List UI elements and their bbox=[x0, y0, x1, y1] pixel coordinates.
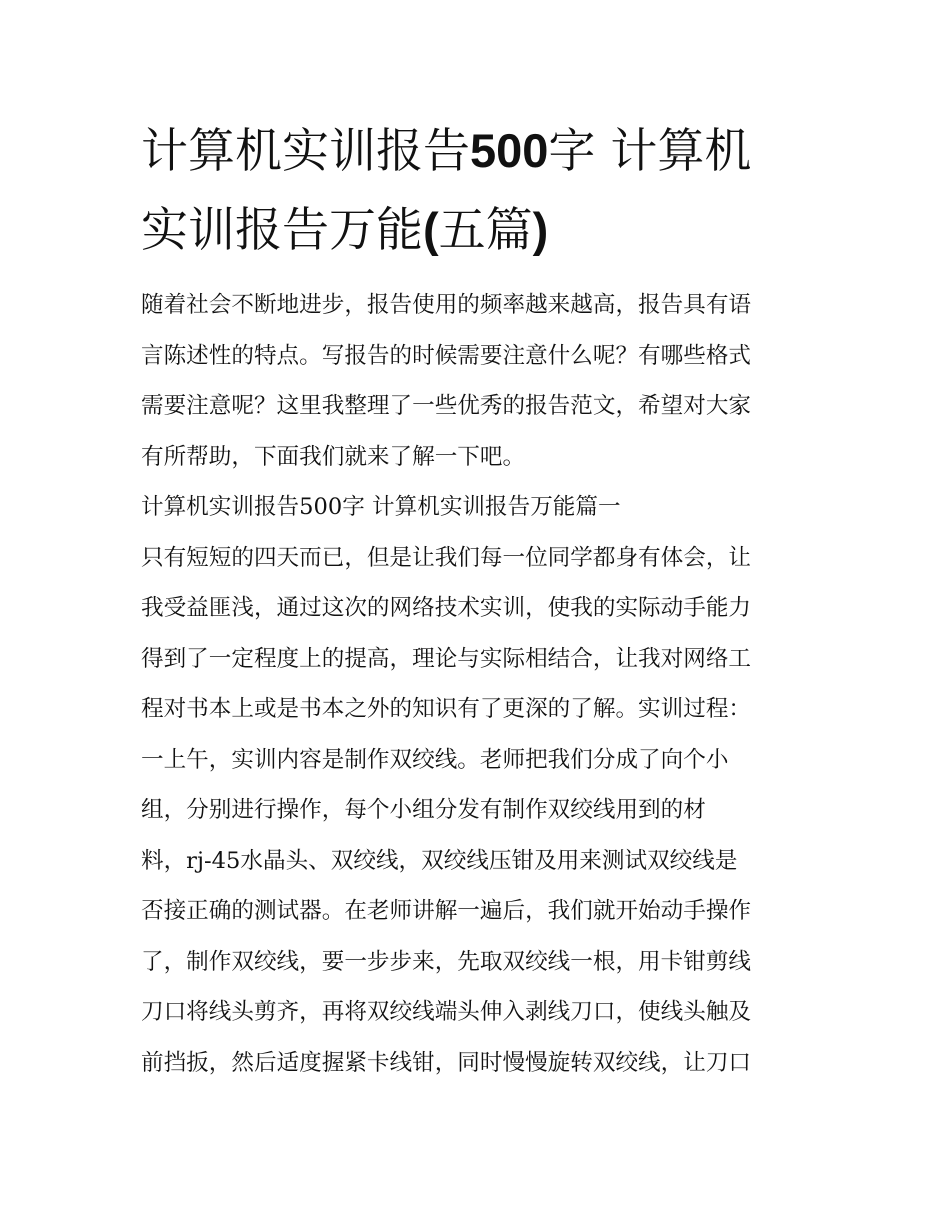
text-line: 一上午，实训内容是制作双绞线。老师把我们分成了向个小 bbox=[141, 746, 729, 773]
text-line: 随着社会不断地进步，报告使用的频率越来越高，报告具有语 bbox=[141, 292, 752, 318]
intro-paragraph bbox=[141, 280, 811, 482]
text-line: 我受益匪浅，通过这次的网络技术实训，使我的实际动手能力 bbox=[141, 595, 752, 621]
text-line: 有所帮助，下面我们就来了解一下吧。 bbox=[141, 443, 526, 470]
section-heading-text: 计算机实训报告500字 计算机实训报告万能篇一 bbox=[141, 494, 621, 520]
text-line: 组，分别进行操作，每个小组分发有制作双绞线用到的材 bbox=[141, 797, 706, 823]
text-line: 料，rj-45水晶头、双绞线，双绞线压钳及用来测试双绞线是 bbox=[141, 847, 738, 874]
title-text: 实训报告万能 bbox=[141, 203, 423, 258]
text-line: 需要注意呢？这里我整理了一些优秀的报告范文，希望对大家 bbox=[141, 393, 752, 419]
text-line: 了，制作双绞线，要一步步来，先取双绞线一根，用卡钳剪线 bbox=[141, 948, 752, 975]
title-text: 五篇 bbox=[438, 203, 533, 258]
title-text: 字 计算机 bbox=[548, 124, 752, 179]
text-line: 否接正确的测试器。在老师讲解一遍后，我们就开始动手操作 bbox=[141, 898, 752, 924]
title-paren-close: ) bbox=[532, 203, 549, 256]
text-line: 刀口将线头剪齐，再将双绞线端头伸入剥线刀口，使线头触及 bbox=[141, 999, 752, 1025]
title-line-2 bbox=[141, 191, 811, 270]
text-line: 得到了一定程度上的提高，理论与实际相结合，让我对网络工 bbox=[141, 645, 752, 672]
text-line: 前挡扳，然后适度握紧卡线钳，同时慢慢旋转双绞线，让刀口 bbox=[141, 1049, 752, 1076]
text-line: 言陈述性的特点。写报告的时候需要注意什么呢？有哪些格式 bbox=[141, 342, 752, 369]
document-body bbox=[141, 112, 811, 1088]
section-heading bbox=[141, 482, 811, 533]
title-number: 500 bbox=[470, 124, 549, 177]
text-line: 程对书本上或是书本之外的知识有了更深的了解。实训过程： bbox=[141, 696, 752, 722]
text-line: 只有短短的四天而已，但是让我们每一位同学都身有体会，让 bbox=[141, 544, 752, 571]
title-text: 计算机实训报告 bbox=[141, 124, 470, 179]
document-title bbox=[141, 112, 811, 270]
section-paragraph bbox=[141, 533, 811, 1089]
title-line-1 bbox=[141, 112, 811, 191]
title-paren-open: ( bbox=[423, 203, 439, 256]
